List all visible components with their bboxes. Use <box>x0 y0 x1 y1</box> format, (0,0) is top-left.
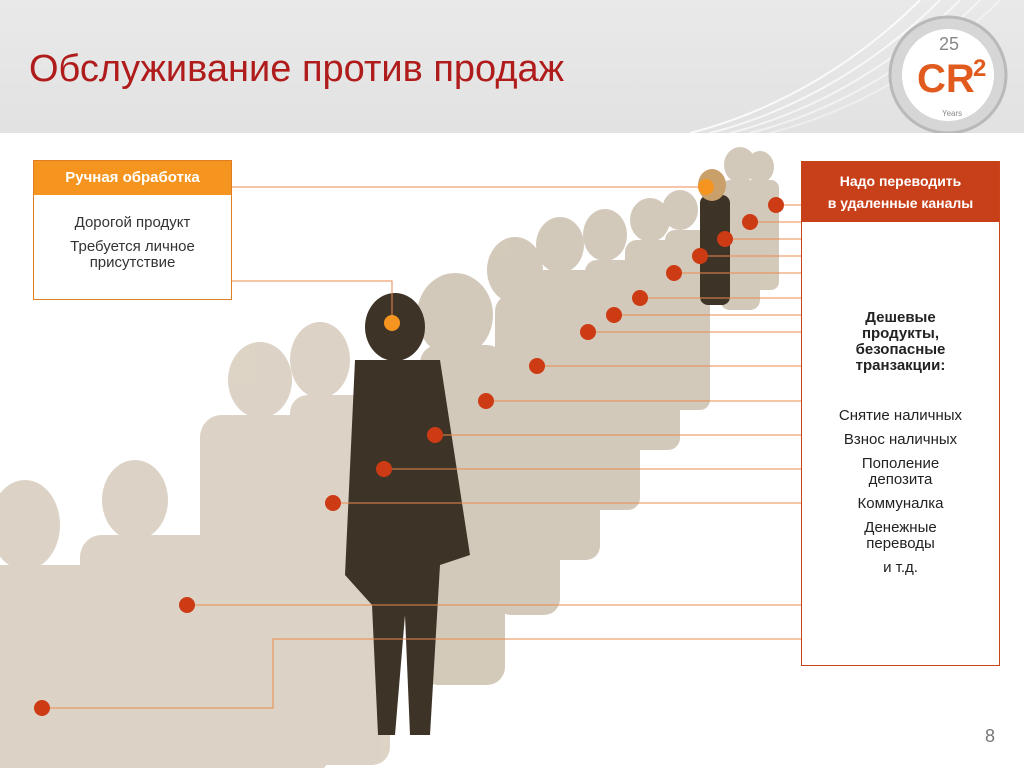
red-dot <box>529 358 545 374</box>
red-dot <box>692 248 708 264</box>
red-dot <box>376 461 392 477</box>
svg-text:2: 2 <box>973 55 987 82</box>
red-dot <box>325 495 341 511</box>
header-line: в удаленные каналы <box>827 195 974 211</box>
manual-processing-box <box>33 160 232 300</box>
page-title: Обслуживание против продаж <box>29 48 565 90</box>
left-box-line: присутствие <box>89 254 176 271</box>
page-number: 8 <box>985 726 996 746</box>
red-dot <box>179 597 195 613</box>
red-dot <box>580 324 596 340</box>
red-dot <box>478 393 494 409</box>
service-item: депозита <box>868 471 933 488</box>
service-item: Денежные <box>864 519 937 536</box>
red-dot <box>427 427 443 443</box>
red-dot <box>606 307 622 323</box>
svg-text:25: 25 <box>939 34 960 54</box>
service-item: Пополение <box>861 455 940 472</box>
manual-processing-header: Ручная обработка <box>34 161 231 195</box>
left-box-line: Требуется личное <box>70 238 195 255</box>
remote-channels-box <box>801 161 1000 666</box>
service-item: Снятие наличных <box>838 407 963 424</box>
subheading-line: продукты, <box>861 325 940 342</box>
subheading-line: Дешевые <box>865 309 936 326</box>
subheading-line: безопасные <box>855 341 946 358</box>
red-dot <box>666 265 682 281</box>
red-dot <box>717 231 733 247</box>
left-box-line: Дорогой продукт <box>74 214 191 231</box>
service-item: Взнос наличных <box>843 431 958 448</box>
remote-channels-header <box>802 162 999 222</box>
red-dot <box>632 290 648 306</box>
header-line: Надо переводить <box>839 173 962 189</box>
service-item: Коммуналка <box>857 495 944 512</box>
orange-markers <box>384 179 714 331</box>
red-dot <box>34 700 50 716</box>
svg-text:Years: Years <box>942 109 963 118</box>
red-dot <box>768 197 784 213</box>
service-item: и т.д. <box>883 559 918 576</box>
orange-dot <box>384 315 400 331</box>
subheading-line: транзакции: <box>855 357 946 374</box>
service-item: переводы <box>866 535 935 552</box>
logo-text: CR <box>917 57 975 101</box>
red-dot <box>742 214 758 230</box>
orange-dot <box>698 179 714 195</box>
